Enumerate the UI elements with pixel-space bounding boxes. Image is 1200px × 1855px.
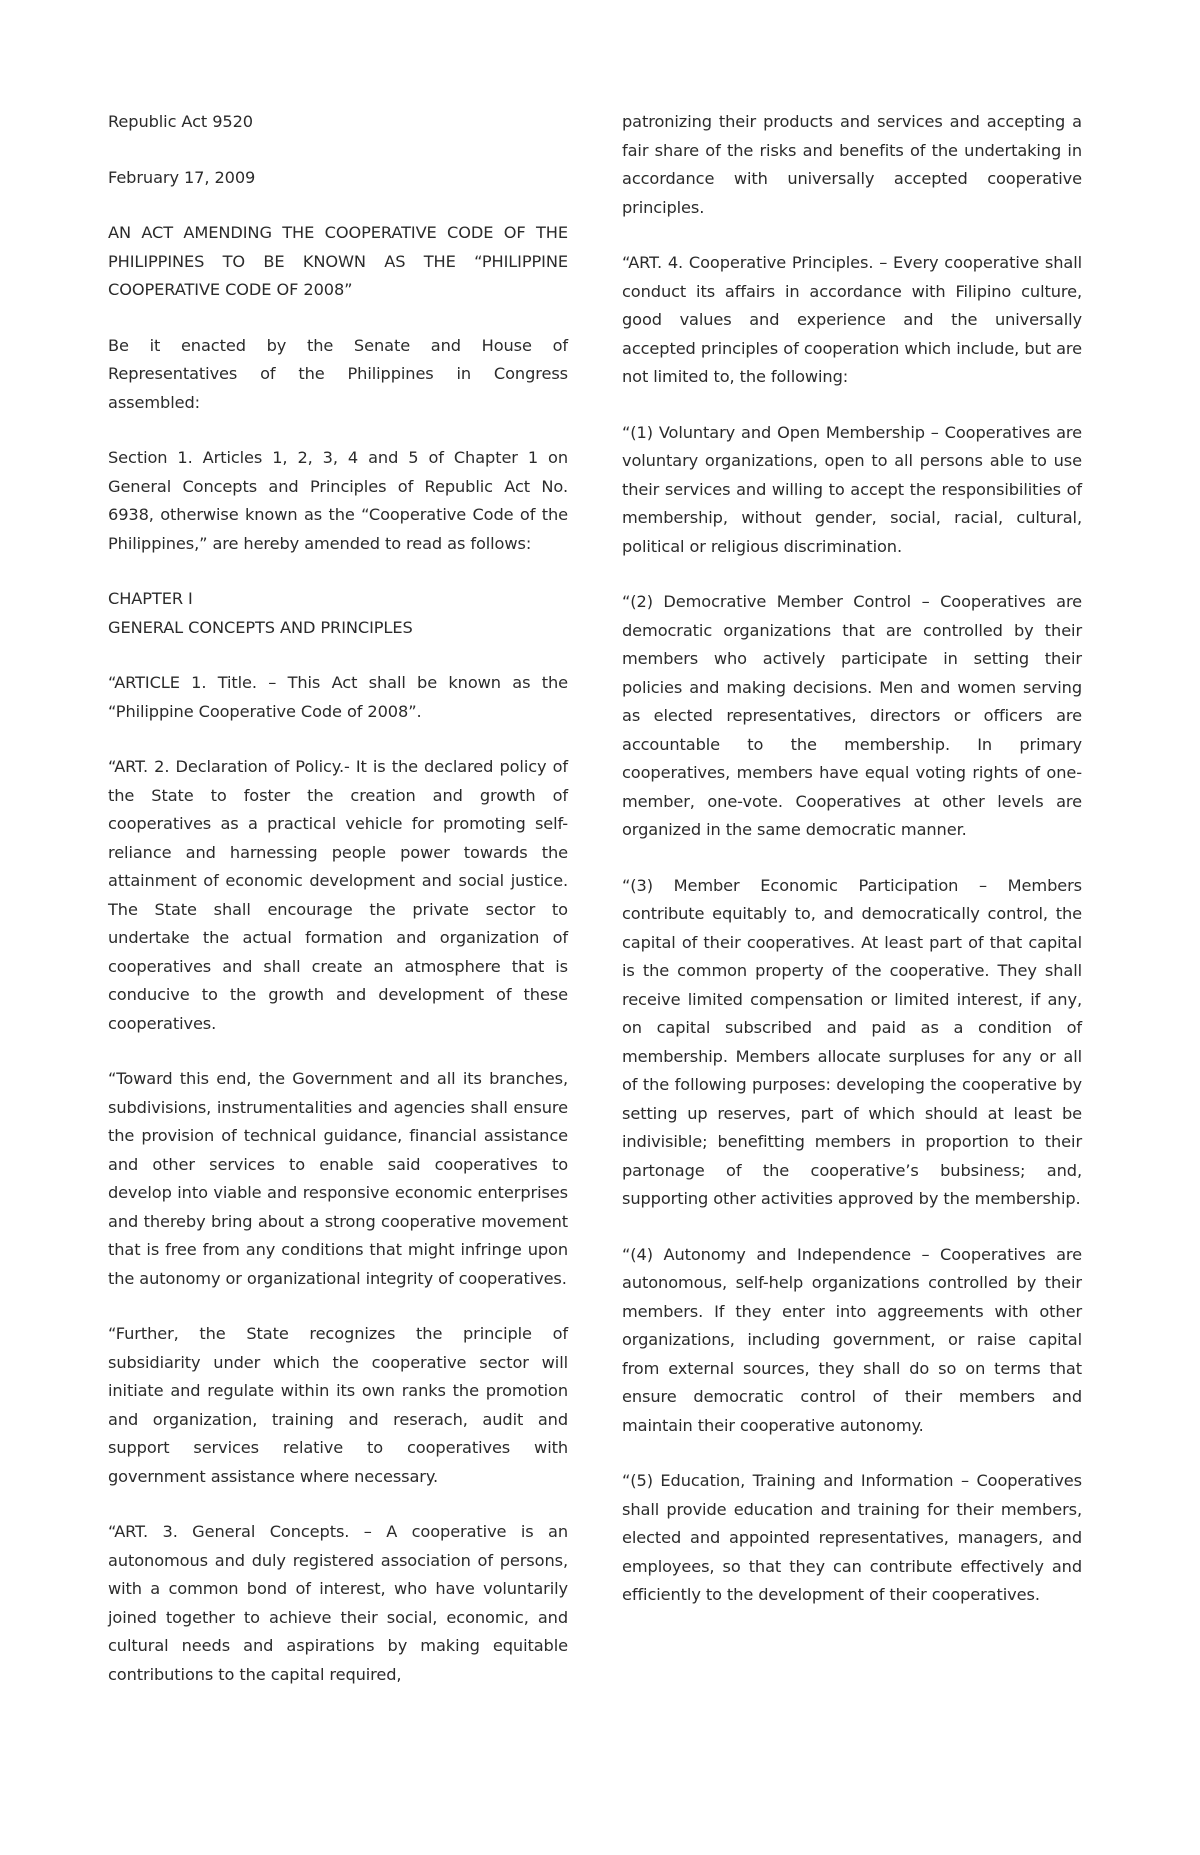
principle-4: “(4) Autonomy and Independence – Cooperatives are autonomous, self-help organizations controlled by their members. If they enter into aggreements with other organizations, including government, or raise capital from external sources, they shall do so on terms that ensure democratic control of their members and maintain their cooperative autonomy. (622, 1244, 1082, 1435)
principle-2: “(2) Democrative Member Control – Cooperatives are democratic organizations that are controlled by their members who actively participate in setting their policies and making decisions. Men and women serving as elected representatives, directors or officers are accountable to the membership. In primary cooperatives, members have equal voting rights of one-member, one-vote. Cooperatives at other levels are organized in the same democratic manner. (622, 592, 1082, 839)
principle-1: “(1) Voluntary and Open Membership – Cooperatives are voluntary organizations, open to all persons able to use their services and willing to accept the responsibilities of membership, without gender, social, racial, cultural, political or religious discrimination. (622, 422, 1082, 556)
act-number: Republic Act 9520 (108, 112, 254, 131)
chapter-title: GENERAL CONCEPTS AND PRINCIPLES (108, 617, 413, 637)
article-1: “ARTICLE 1. Title. – This Act shall be known as the “Philippine Cooperative Code of 2008”. (108, 673, 568, 721)
toward-this-end-paragraph: “Toward this end, the Government and all its branches, subdivisions, instrumentalities and agencies shall ensure the provision of technical guidance, financial assistance and other services to enable said cooperatives to develop into viable and responsive economic enterprises and thereby bring about a strong cooperative movement that is free from any conditions that might infringe upon the autonomy or organizational integrity of cooperatives. (108, 1069, 568, 1288)
further-paragraph: “Further, the State recognizes the principle of subsidiarity under which the cooperative sector will initiate and regulate within its own ranks the promotion and organization, training and reserach, audit and support services relative to cooperatives with government assistance where necessary. (108, 1324, 568, 1486)
act-title: AN ACT AMENDING THE COOPERATIVE CODE OF THE PHILIPPINES TO BE KNOWN AS THE “PHILIPPINE COOPERATIVE CODE OF 2008” (108, 223, 568, 299)
article-3-start: “ART. 3. General Concepts. – A cooperative is an autonomous and duly registered association of persons, with a common bond of interest, who have voluntarily joined together to achieve their social, economic, and cultural needs and aspirations by making equitable contributions to the capital required, (108, 1522, 568, 1684)
article-2: “ART. 2. Declaration of Policy.- It is the declared policy of the State to foster the creation and growth of cooperatives as a practical vehicle for promoting self-reliance and harnessing people power towards the attainment of economic development and social justice. The State shall encourage the private sector to undertake the actual formation and organization of cooperatives and shall create an atmosphere that is conducive to the growth and development of these cooperatives. (108, 757, 568, 1033)
principle-5: “(5) Education, Training and Information – Cooperatives shall provide education and training for their members, elected and appointed representatives, managers, and employees, so that they can contribute effectively and efficiently to the development of their cooperatives. (622, 1471, 1082, 1604)
section-1: Section 1. Articles 1, 2, 3, 4 and 5 of Chapter 1 on General Concepts and Principles of Republic Act No. 6938, otherwise known as the “Cooperative Code of the Philippines,” are hereby amended to read as follows: (108, 448, 568, 553)
left-column (108, 108, 568, 1716)
article-4: “ART. 4. Cooperative Principles. – Every cooperative shall conduct its affairs in accordance with Filipino culture, good values and experience and the universally accepted principles of cooperation which include, but are not limited to, the following: (622, 253, 1082, 386)
enacting-clause: Be it enacted by the Senate and House of Representatives of the Philippines in Congress assembled: (108, 335, 568, 412)
chapter-label: CHAPTER I (108, 589, 193, 608)
article-3-continuation: patronizing their products and services and accepting a fair share of the risks and benefits of the undertaking in accordance with universally accepted cooperative principles. (622, 112, 1082, 217)
right-column (622, 108, 1082, 1637)
act-date: February 17, 2009 (108, 167, 256, 187)
principle-3: “(3) Member Economic Participation – Members contribute equitably to, and democratically control, the capital of their cooperatives. At least part of that capital is the common property of the cooperative. They shall receive limited compensation or limited interest, if any, on capital subscribed and paid as a condition of membership. Members allocate surpluses for any or all of the following purposes: developing the cooperative by setting up reserves, part of which should at least be indivisible; benefitting members in proportion to their partonage of the cooperative’s bubsiness; and, supporting other activities approved by the membership. (622, 875, 1082, 1208)
